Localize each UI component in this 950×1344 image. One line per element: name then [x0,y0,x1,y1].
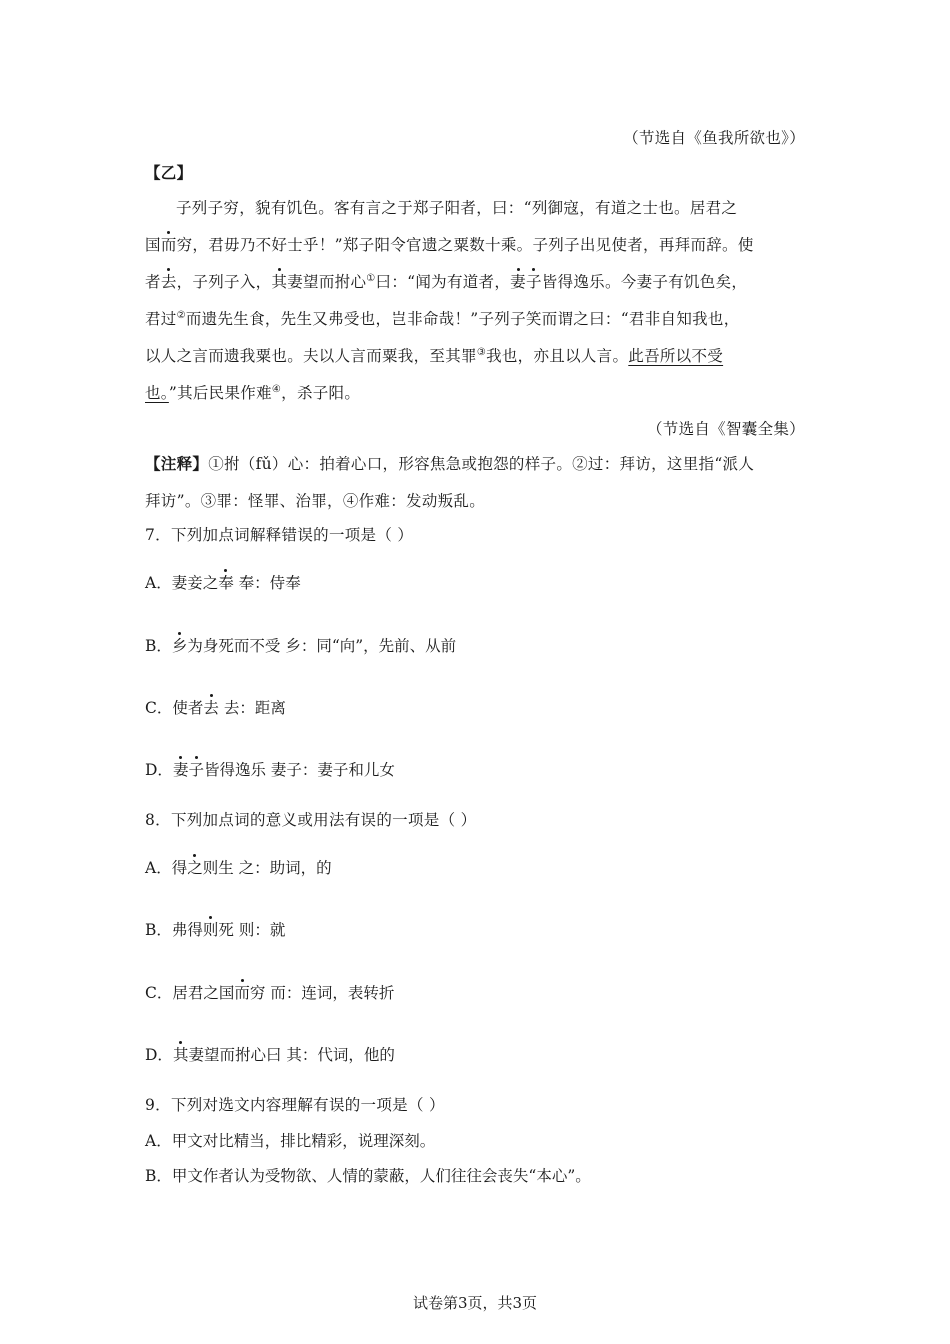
dotted-char: 去 [160,273,177,291]
dotted-char: 子 [525,273,542,291]
dotted-char: 其 [172,1046,189,1064]
text: ，子列子入， [176,273,272,291]
passage-line-6 [145,383,805,403]
question-8-option-a[interactable] [145,858,805,878]
text: 妻望而拊心曰 其：代词，他的 [188,1046,395,1064]
text: 我也，亦且以人言。 [486,347,629,365]
dotted-char: 子 [188,761,204,779]
dotted-char: 则 [202,921,219,939]
text: 死 则：就 [218,921,286,939]
page-footer: 试卷第3页，共3页 [412,1294,538,1312]
text: C．居君之国 [145,984,235,1002]
text: 而遗先生食，先生又弗受也，岂非命哉！”子列子笑而谓之曰：“君非自知我也， [185,310,740,328]
text: 妻望而拊心 [287,273,367,291]
text: 为身死而不受 乡：同“向”，先前、从前 [187,637,457,655]
dotted-char: 奉 [218,574,234,592]
text: 则生 之：助词，的 [202,859,332,877]
question-9-option-b[interactable]: B．甲文作者认为受物欲、人情的蒙蔽，人们往往会丧失“本心”。 [145,1167,591,1185]
question-7-stem: 7．下列加点词解释错误的一项是（ ） [145,526,414,544]
question-9-stem: 9．下列对选文内容理解有误的一项是（ ） [145,1096,445,1114]
dotted-char: 乡 [171,637,188,655]
passage-line-1: 子列子穷，貌有饥色。客有言之于郑子阳者，曰：“列御寇，有道之士也。居君之 [176,199,738,217]
question-7-option-a[interactable] [145,573,805,593]
note-mark: ② [176,309,186,321]
dotted-char: 之 [187,859,203,877]
section-b-title: 【乙】 [145,163,193,182]
question-8-option-d[interactable] [145,1045,805,1065]
text: ，杀子阳。 [281,384,361,402]
dotted-char: 而 [234,984,250,1002]
text: A．妻妾之 [145,574,219,592]
note-mark: ④ [271,383,282,395]
notes-label: 【注释】 [145,454,209,473]
underlined-sentence: 此吾所以不受 [628,347,724,365]
source-citation-a: （节选自《鱼我所欲也》） [623,129,805,147]
text: B．弗得 [145,921,203,939]
dotted-char: 其 [271,273,288,291]
question-7-option-c[interactable] [145,698,805,718]
text: B． [145,637,172,655]
question-8-stem: 8．下列加点词的意义或用法有误的一项是（ ） [145,811,477,829]
source-citation-b: （节选自《智囊全集） [646,420,805,438]
notes-line-1 [145,454,805,474]
text: D． [145,761,173,779]
text: D． [145,1046,173,1064]
text: ”其后民果作难 [168,384,272,402]
text: 国 [145,236,161,254]
text: 皆得逸乐 妻子：妻子和儿女 [203,761,395,779]
text: 曰：“闻为有道者， [375,273,511,291]
text: 君过 [145,310,177,328]
text: 穷 而：连词，表转折 [249,984,395,1002]
text: 者 [145,273,161,291]
note-mark: ③ [476,346,487,358]
dotted-char: 妻 [510,273,526,291]
passage-line-5 [145,346,805,366]
question-7-option-b[interactable] [145,636,805,656]
note-mark: ① [366,272,376,284]
notes-line-2: 拜访”。③罪：怪罪、治罪，④作难：发动叛乱。 [145,492,486,510]
dotted-char: 妻 [172,761,189,779]
question-9-option-a[interactable]: A．甲文对比精当，排比精彩，说理深刻。 [145,1132,436,1150]
text: C．使者 [145,699,204,717]
question-7-option-d[interactable] [145,760,805,780]
text: 以人之言而遗我粟也。夫以人言而粟我，至其罪 [145,347,477,365]
text: 穷，君毋乃不好士乎！”郑子阳令官遗之粟数十乘。子列子出见使者，再拜而辞。使 [176,236,754,254]
passage-line-2 [145,235,805,255]
text: ①拊（fǔ）心：拍着心口，形容焦急或抱怨的样子。②过：拜访，这里指“派人 [208,455,755,473]
dotted-char: 去 [203,699,219,717]
dotted-char: 而 [160,236,177,254]
passage-line-4 [145,309,805,329]
underlined-sentence: 也。 [145,384,169,402]
text: 去：距离 [218,699,286,717]
passage-line-3 [145,272,805,292]
question-8-option-b[interactable] [145,920,805,940]
text: A．得 [145,859,188,877]
question-8-option-c[interactable] [145,983,805,1003]
text: 奉：侍奉 [233,574,301,592]
text: 皆得逸乐。今妻子有饥色矣， [541,273,748,291]
